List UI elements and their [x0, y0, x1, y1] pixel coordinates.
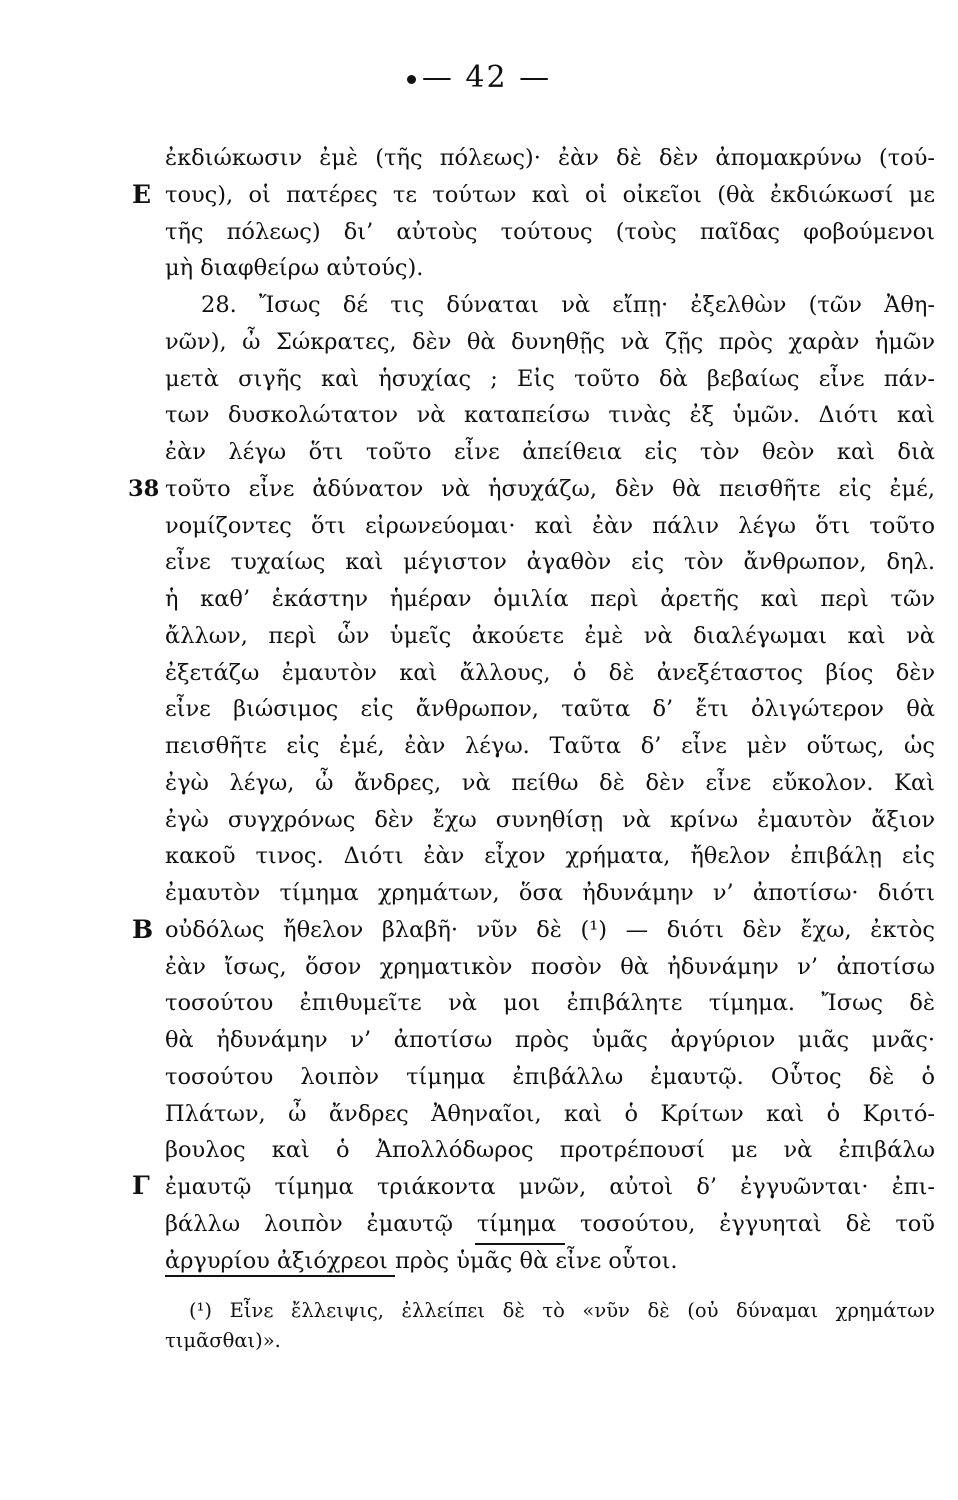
text-line: ἐμαυτὸν τίμημα χρημάτων, ὅσα ἠδυνάμην ν’ ἀποτίσω· διότι	[165, 880, 935, 906]
text-line: ἐγὼ συγχρόνως δὲν ἔχω συνηθίσῃ νὰ κρίνω ἐμαυτὸν ἄξιον	[165, 806, 935, 833]
text-line: ἡ καθ’ ἑκάστην ἡμέραν ὁμιλία περὶ ἀρετῆς καὶ περὶ τῶν	[165, 586, 935, 612]
text-line: κακοῦ τινος. Διότι ἐὰν εἶχον χρήματα, ἤθελον ἐπιβάλῃ εἰς	[165, 843, 935, 870]
text-line: βουλος καὶ ὁ Ἀπολλόδωρος προτρέπουσί με νὰ ἐπιβάλω	[165, 1137, 935, 1164]
margin-line-number: 38	[128, 475, 160, 502]
text-line: μὴ διαφθείρω αὐτούς).	[165, 255, 424, 282]
text-line: οὐδόλως ἤθελον βλαβῆ· νῦν δὲ (¹) — διότι δὲν ἔχω, ἐκτὸς	[165, 916, 935, 943]
footnote-line: (¹) Εἶνε ἔλλειψις, ἐλλείπει δὲ τὸ «νῦν δὲ (οὐ δύναμαι χρημάτων	[189, 1299, 935, 1322]
text-line: ἐμαυτῷ τίμημα τριάκοντα μνῶν, αὐτοὶ δ’ ἐγγυῶνται· ἐπι-	[165, 1174, 935, 1200]
text-line: τους), οἱ πατέρες τε τούτων καὶ οἱ οἰκεῖοι (θὰ ἐκδιώκωσί με	[165, 181, 935, 208]
footnote-line: τιμᾶσθαι)».	[165, 1329, 281, 1352]
text-line: τοσούτου ἐπιθυμεῖτε νὰ μοι ἐπιβάλητε τίμημα. Ἴσως δὲ	[165, 990, 935, 1017]
text-line: νομίζοντες ὅτι εἰρωνεύομαι· καὶ ἐὰν πάλιν λέγω ὅτι τοῦτο	[165, 512, 935, 539]
body-text	[165, 140, 935, 1279]
text-line: εἶνε βιώσιμος εἰς ἄνθρωπον, ταῦτα δ’ ἔτι ὀλιγώτερον θὰ	[165, 696, 935, 723]
text-line: εἶνε τυχαίως καὶ μέγιστον ἀγαθὸν εἰς τὸν ἄνθρωπον, δηλ.	[165, 549, 935, 576]
text-line: νῶν), ὦ Σώκρατες, δὲν θὰ δυνηθῇς νὰ ζῇς πρὸς χαρὰν ἡμῶν	[165, 328, 935, 355]
text-line: ἄλλων, περὶ ὧν ὑμεῖς ἀκούετε ἐμὲ νὰ διαλέγωμαι καὶ νὰ	[165, 622, 935, 649]
text-line: ἀργυρίου ἀξιόχρεοι πρὸς ὑμᾶς θὰ εἶνε οὗτοι.	[165, 1247, 678, 1274]
footnote-rule	[165, 1275, 395, 1277]
text-line: των δυσκολώτατον νὰ καταπείσω τινὰς ἐξ ὑμῶν. Διότι καὶ	[165, 402, 935, 429]
text-line: ἐγὼ λέγω, ὦ ἄνδρες, νὰ πείθω δὲ δὲν εἶνε εὔκολον. Καὶ	[165, 769, 935, 796]
margin-marker-b: B	[132, 914, 154, 944]
text-line: ἐξετάζω ἐμαυτὸν καὶ ἄλλους, ὁ δὲ ἀνεξέταστος βίος δὲν	[165, 659, 935, 686]
ink-blot	[407, 75, 416, 84]
text-line: θὰ ἠδυνάμην ν’ ἀποτίσω πρὸς ὑμᾶς ἀργύριον μιᾶς μνᾶς·	[165, 1027, 935, 1053]
text-line: τῆς πόλεως) δι’ αὐτοὺς τούτους (τοὺς παῖδας φοβούμενοι	[165, 218, 935, 245]
margin-marker-g: Γ	[132, 1171, 150, 1201]
text-line: τοῦτο εἶνε ἀδύνατον νὰ ἡσυχάζω, δὲν θὰ πεισθῆτε εἰς ἐμέ,	[165, 475, 935, 502]
margin-marker-e: E	[132, 179, 152, 209]
text-line: 28. Ἴσως δέ τις δύναται νὰ εἴπῃ· ἐξελθὼν (τῶν Ἀθη-	[201, 292, 935, 318]
section-divider	[475, 1243, 565, 1245]
text-line: πεισθῆτε εἰς ἐμέ, ἐὰν λέγω. Ταῦτα δ’ εἶνε μὲν οὕτως, ὡς	[165, 733, 935, 759]
text-line: ἐὰν λέγω ὅτι τοῦτο εἶνε ἀπείθεια εἰς τὸν θεὸν καὶ διὰ	[165, 439, 935, 465]
text-line: μετὰ σιγῆς καὶ ἡσυχίας ; Εἰς τοῦτο δὰ βεβαίως εἶνε πάν-	[165, 365, 935, 392]
page-number: — 42 —	[0, 60, 958, 95]
text-line: βάλλω λοιπὸν ἐμαυτῷ τίμημα τοσούτου, ἐγγυηταὶ δὲ τοῦ	[165, 1210, 935, 1237]
footnote	[165, 1296, 935, 1356]
text-line: Πλάτων, ὦ ἄνδρες Ἀθηναῖοι, καὶ ὁ Κρίτων καὶ ὁ Κριτό-	[165, 1100, 935, 1127]
text-line: ἐκδιώκωσιν ἐμὲ (τῆς πόλεως)· ἐὰν δὲ δὲν ἀπομακρύνω (τού-	[165, 145, 935, 171]
text-line: τοσούτου λοιπὸν τίμημα ἐπιβάλλω ἐμαυτῷ. Οὗτος δὲ ὁ	[165, 1063, 935, 1090]
text-line: ἐὰν ἴσως, ὅσον χρηματικὸν ποσὸν θὰ ἠδυνάμην ν’ ἀποτίσω	[165, 953, 935, 980]
